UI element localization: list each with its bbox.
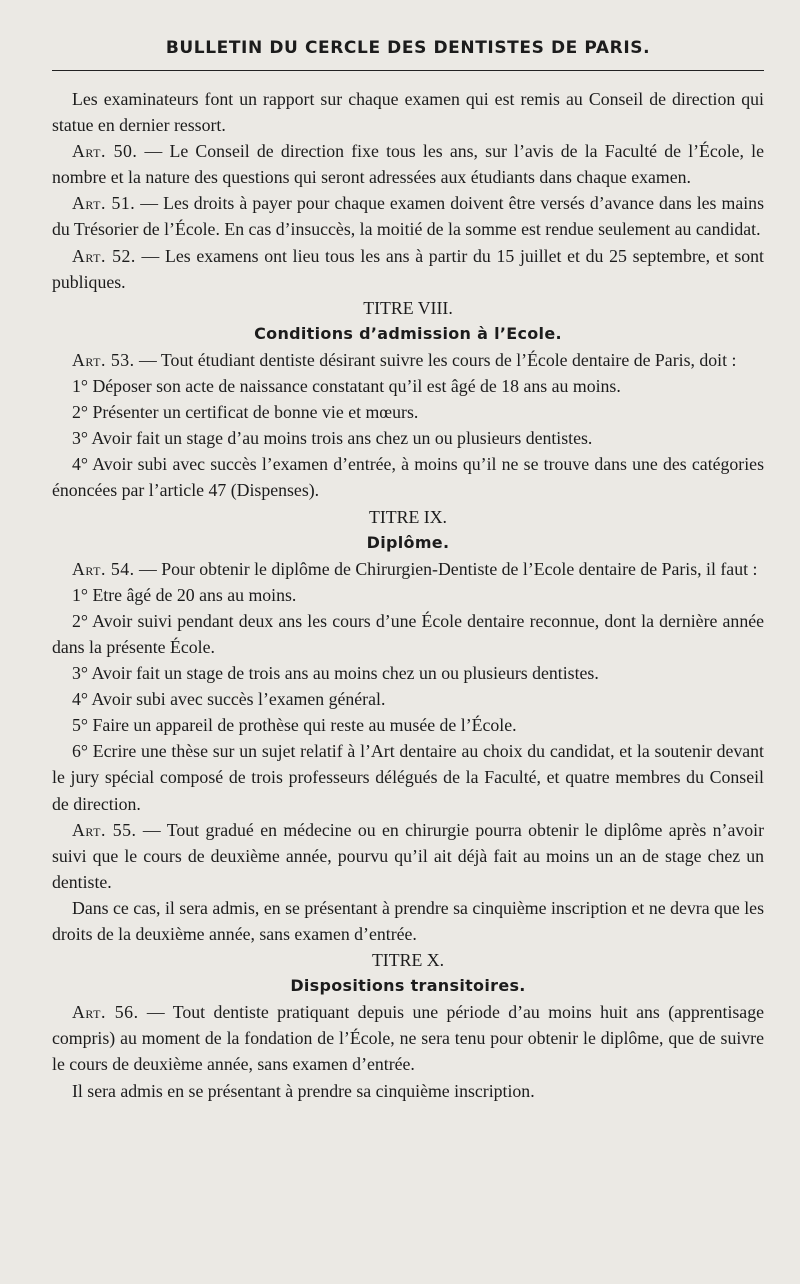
article-label: Art. 55. bbox=[72, 819, 137, 840]
running-header: BULLETIN DU CERCLE DES DENTISTES DE PARIS. bbox=[165, 38, 651, 58]
article-text: — Pour obtenir le diplôme de Chirurgien-Dentiste de l’Ecole dentaire de Paris, il faut : bbox=[134, 558, 758, 579]
article-label: Art. 50. bbox=[72, 141, 138, 162]
article-54-item-3: 3° Avoir fait un stage de trois ans au moins chez un ou plusieurs dentistes. bbox=[72, 663, 599, 684]
header-rule bbox=[52, 70, 764, 71]
article-53-item-3: 3° Avoir fait un stage d’au moins trois ans chez un ou plusieurs dentistes. bbox=[72, 428, 593, 449]
titre-8-heading: TITRE VIII. bbox=[363, 297, 453, 318]
article-54 bbox=[52, 556, 764, 582]
paragraph-final: Il sera admis en se présentant à prendre sa cinquième inscription. bbox=[72, 1080, 535, 1101]
article-54-item-6: 6° Ecrire une thèse sur un sujet relatif à l’Art dentaire au choix du candidat, et la soutenir devant le jury spécial composé de trois professeurs délégués de la Faculté, et quatre membres du Conseil de direction. bbox=[52, 741, 764, 814]
article-56 bbox=[52, 999, 764, 1077]
article-text: — Tout gradué en médecine ou en chirurgie pourra obtenir le diplôme après n’avoir suivi que le cours de deuxième année, pourvu qu’il ait déjà fait au moins un an de stage chez un dentiste. bbox=[52, 819, 765, 892]
titre-8-subtitle: Conditions d’admission à l’Ecole. bbox=[254, 323, 562, 343]
article-label: Art. 52. bbox=[72, 245, 136, 266]
article-text: — Les droits à payer pour chaque examen doivent être versés d’avance dans les mains du Trésorier de l’École. En cas d’insuccès, la moitié de la somme est rendue seulement au candidat. bbox=[52, 193, 764, 240]
article-53-item-2: 2° Présenter un certificat de bonne vie et mœurs. bbox=[72, 402, 419, 423]
article-54-item-5: 5° Faire un appareil de prothèse qui reste au musée de l’École. bbox=[72, 715, 517, 736]
article-51 bbox=[52, 190, 764, 242]
article-label: Art. 56. bbox=[72, 1002, 139, 1023]
titre-9-heading: TITRE IX. bbox=[368, 506, 448, 527]
paragraph-dans-ce-cas: Dans ce cas, il sera admis, en se présentant à prendre sa cinquième inscription et ne devra que les droits de la deuxième année, sans examen d’entrée. bbox=[52, 897, 764, 944]
paragraph-examinateurs: Les examinateurs font un rapport sur chaque examen qui est remis au Conseil de direction qui statue en dernier ressort. bbox=[52, 89, 764, 136]
article-54-item-1: 1° Etre âgé de 20 ans au moins. bbox=[72, 584, 297, 605]
article-label: Art. 51. bbox=[72, 193, 136, 214]
article-50 bbox=[52, 138, 764, 190]
article-54-item-4: 4° Avoir subi avec succès l’examen général. bbox=[72, 689, 386, 710]
article-text: — Tout dentiste pratiquant depuis une période d’au moins huit ans (apprentisage compris) au moment de la fondation de l’École, ne sera tenu pour obtenir le diplôme, que de suivre le cours de deuxième année, sans examen d’entrée. bbox=[52, 1002, 764, 1075]
article-label: Art. 54. bbox=[72, 558, 135, 579]
titre-9-subtitle: Diplôme. bbox=[366, 532, 450, 552]
titre-10-subtitle: Dispositions transitoires. bbox=[290, 976, 526, 996]
article-text: — Le Conseil de direction fixe tous les ans, sur l’avis de la Faculté de l’École, le nombre et la nature des questions qui seront adressées aux étudiants dans chaque examen. bbox=[52, 141, 764, 188]
article-label: Art. 53. bbox=[72, 349, 135, 370]
article-53-item-4: 4° Avoir subi avec succès l’examen d’entrée, à moins qu’il ne se trouve dans une des catégories énoncées par l’article 47 (Dispenses). bbox=[52, 454, 764, 501]
titre-10-heading: TITRE X. bbox=[371, 950, 445, 971]
article-55 bbox=[52, 817, 764, 895]
article-53-item-1: 1° Déposer son acte de naissance constatant qu’il est âgé de 18 ans au moins. bbox=[72, 376, 621, 397]
article-text: — Tout étudiant dentiste désirant suivre les cours de l’École dentaire de Paris, doit : bbox=[134, 349, 737, 370]
article-53 bbox=[52, 347, 764, 373]
document-body bbox=[52, 86, 764, 1104]
article-text: — Les examens ont lieu tous les ans à partir du 15 juillet et du 25 septembre, et sont publiques. bbox=[52, 245, 764, 292]
article-54-item-2: 2° Avoir suivi pendant deux ans les cours d’une École dentaire reconnue, dont la dernière année dans la présente École. bbox=[52, 610, 764, 657]
article-52 bbox=[52, 243, 764, 295]
